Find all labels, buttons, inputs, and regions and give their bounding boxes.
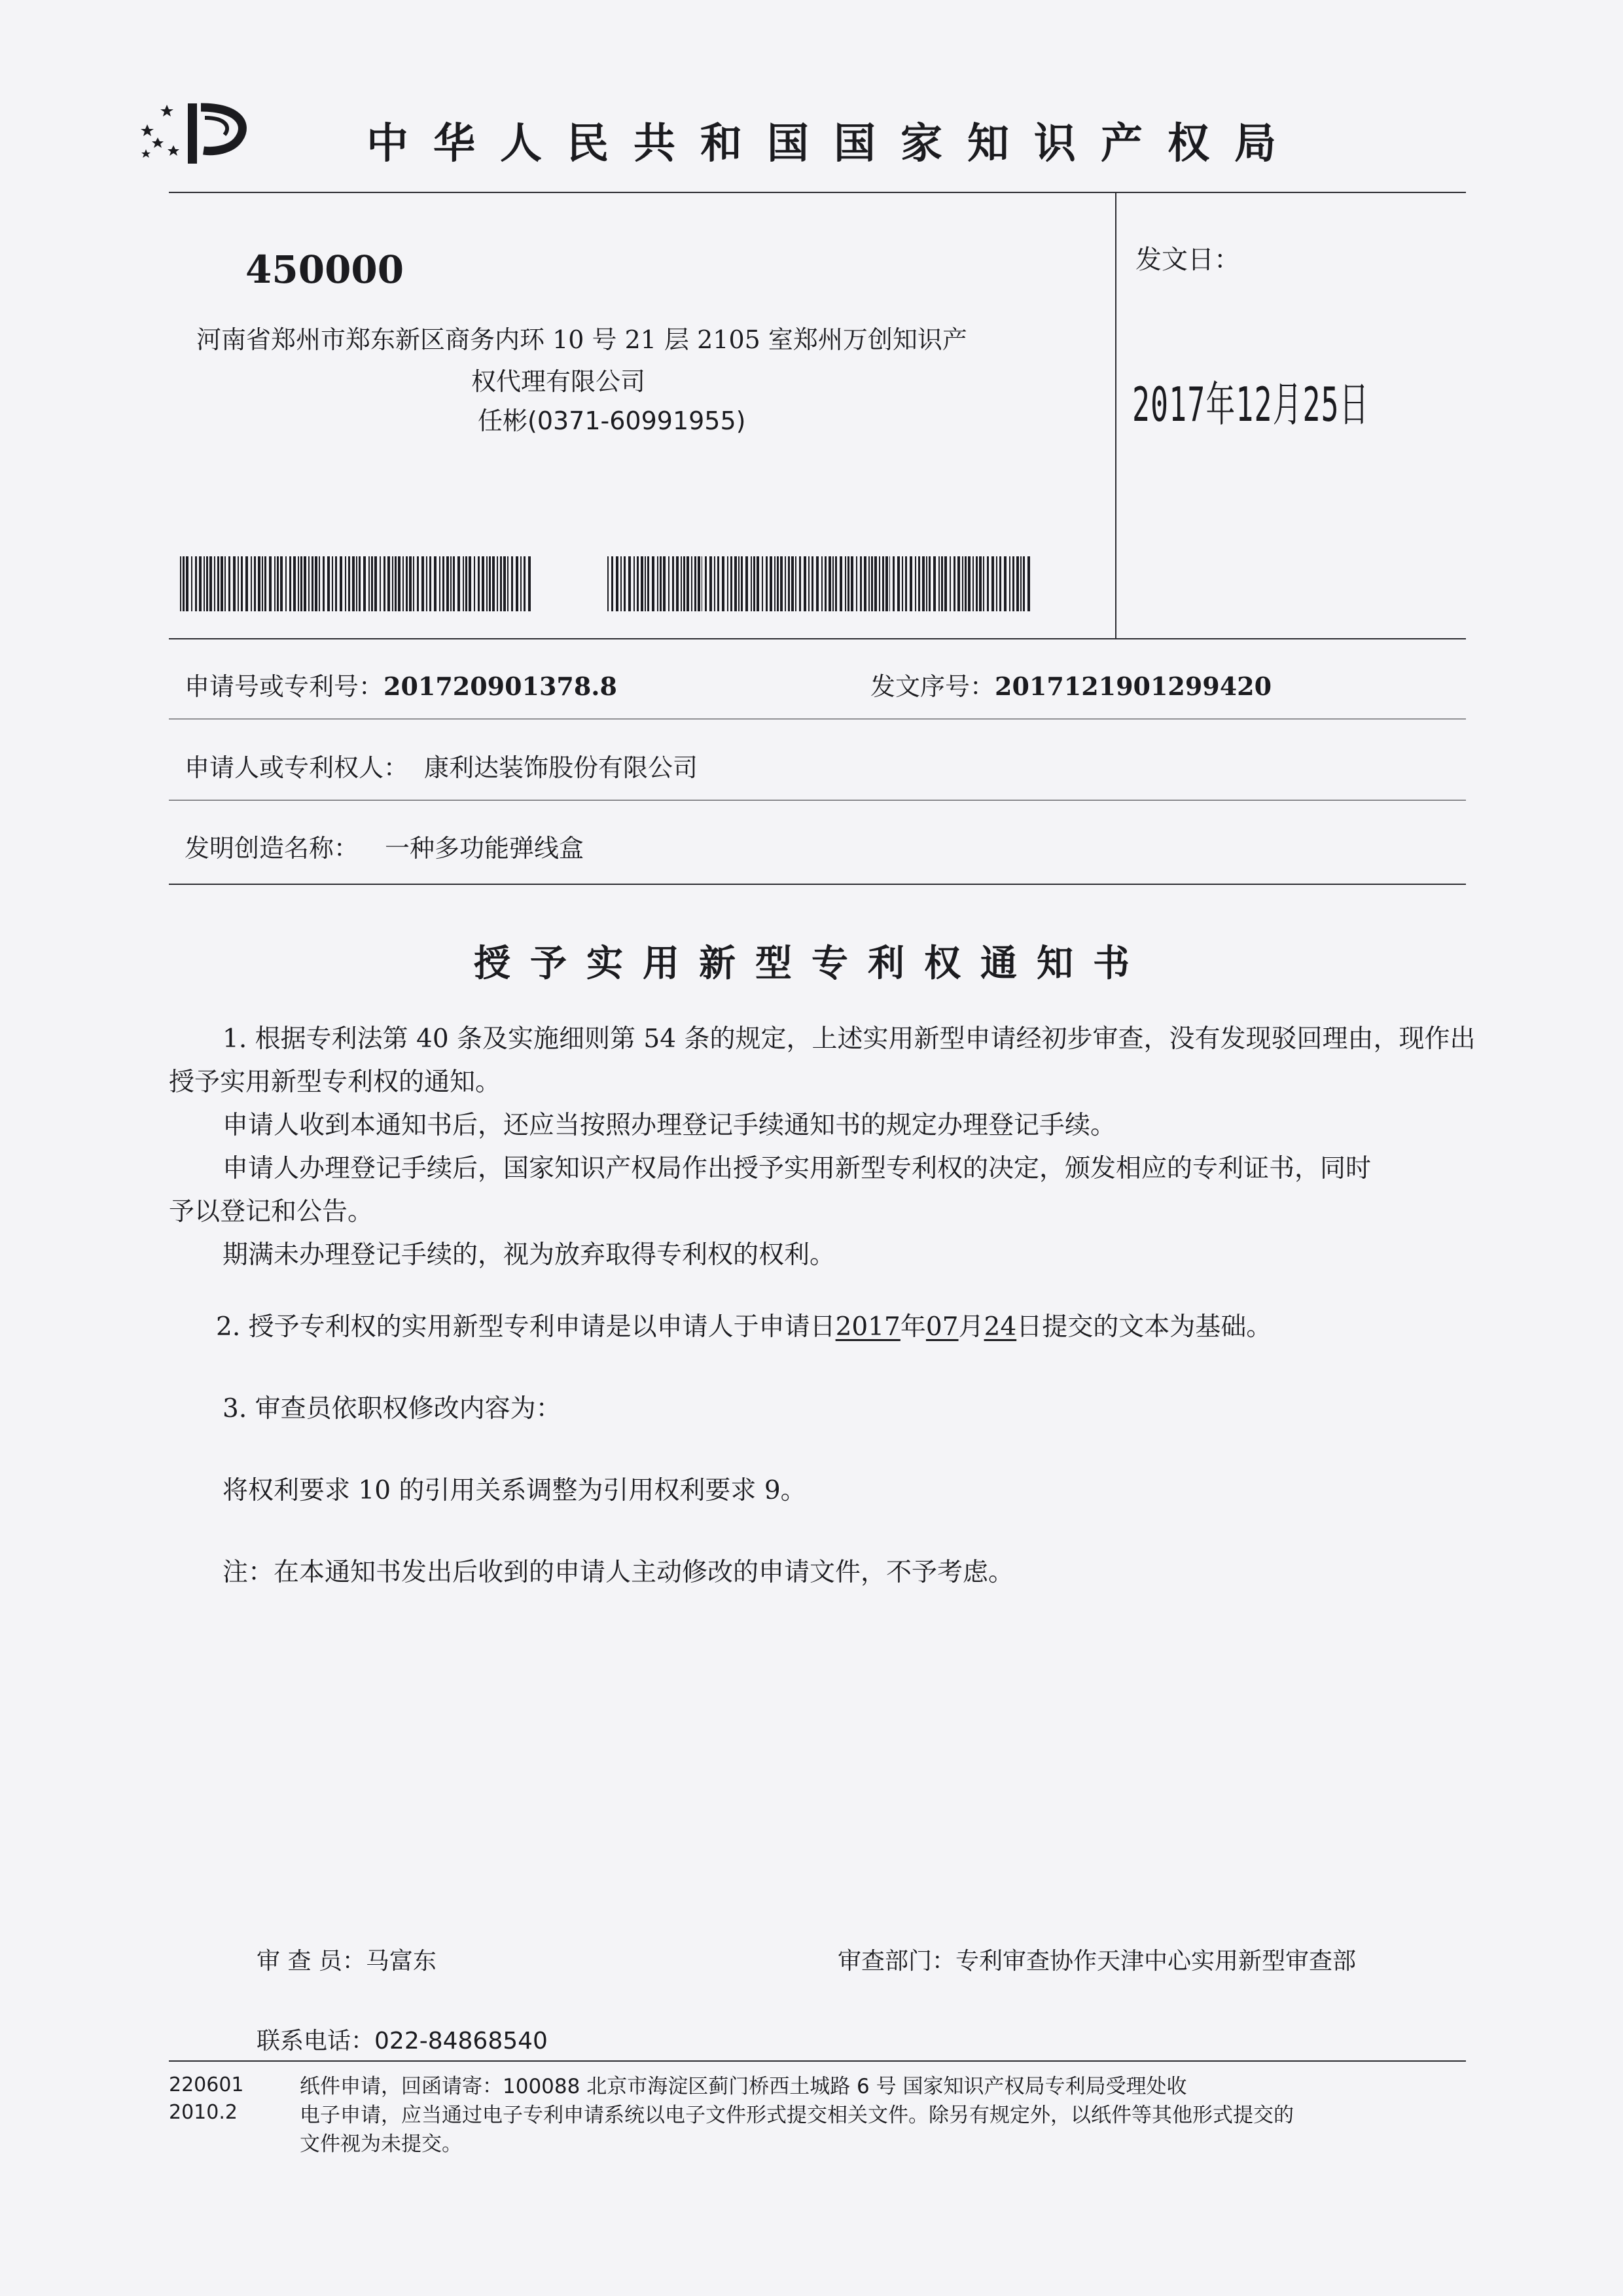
barcode-bar: [374, 556, 377, 611]
barcode-bar: [738, 556, 740, 611]
invention-name: 一种多功能弹线盒: [385, 834, 584, 863]
item-2-suffix: 日提交的文本为基础。: [1016, 1312, 1272, 1342]
paragraph-1-line-2: 授予实用新型专利权的通知。: [169, 1067, 501, 1097]
barcode-bar: [657, 556, 658, 611]
barcode-bar: [897, 556, 900, 611]
barcode-bar: [620, 556, 622, 611]
barcode-bar: [722, 556, 724, 611]
barcode-bar: [439, 556, 440, 611]
item-3: 3. 审查员依职权修改内容为：: [223, 1394, 562, 1424]
barcode-bar: [457, 556, 460, 611]
barcode-bar: [902, 556, 903, 611]
applicant-row: [185, 747, 698, 783]
barcode-bar: [209, 556, 212, 611]
barcode-bar: [762, 556, 763, 611]
barcode-bar: [319, 556, 320, 611]
date-column-divider: [1115, 192, 1116, 639]
barcode-bar: [327, 556, 330, 611]
barcode-bar: [421, 556, 424, 611]
barcode-bar: [812, 556, 813, 611]
footer-divider: [169, 2060, 1466, 2062]
barcode-bar: [289, 556, 291, 611]
barcode-bar: [780, 556, 783, 611]
item-2-prefix: 2. 授予专利权的实用新型专利申请是以申请人于申请日: [216, 1312, 836, 1342]
barcode-bar: [926, 556, 927, 611]
barcode-bar: [308, 556, 310, 611]
barcode-bar: [245, 556, 248, 611]
invention-label: 发明创造名称：: [185, 834, 359, 863]
barcode-bar: [868, 556, 870, 611]
barcode-bar: [933, 556, 936, 611]
footer-line-1: 纸件申请，回函请寄：100088 北京市海淀区蓟门桥西土城路 6 号 国家知识产权局专利局受理处收: [300, 2075, 1187, 2098]
barcode-bar: [332, 556, 333, 611]
barcode-bar: [520, 556, 522, 611]
amendment-text: 将权利要求 10 的引用关系调整为引用权利要求 9。: [223, 1476, 806, 1505]
barcode-bar: [864, 556, 866, 611]
barcode-bar: [972, 556, 974, 611]
barcode-bar: [465, 556, 467, 611]
application-number: 201720901378.8: [383, 672, 617, 701]
barcode-bar: [804, 556, 806, 611]
recipient-contact: 任彬(0371-60991955): [478, 406, 746, 435]
barcode-bar: [832, 556, 834, 611]
applicant-label: 申请人或专利权人：: [185, 753, 409, 782]
barcode-bar: [323, 556, 325, 611]
barcode-bar: [652, 556, 654, 611]
barcode-bar: [698, 556, 700, 611]
footer-line-2: 电子申请，应当通过电子专利申请系统以电子文件形式提交相关文件。除另有规定外，以纸件等其他形式提交的: [300, 2104, 1294, 2127]
barcode-right: [607, 556, 1033, 611]
barcode-bar: [221, 556, 223, 611]
barcode-bar: [217, 556, 219, 611]
barcode-bar: [885, 556, 888, 611]
barcode-bar: [633, 556, 635, 611]
barcode-bar: [702, 556, 703, 611]
invention-row: [185, 828, 584, 864]
footer-line-3: 文件视为未提交。: [300, 2132, 462, 2156]
barcode-bar: [406, 556, 408, 611]
barcode-bar: [999, 556, 1001, 611]
barcode-bar: [497, 556, 498, 611]
barcode-bar: [224, 556, 226, 611]
barcode-bar: [954, 556, 955, 611]
barcode-bar: [1004, 556, 1007, 611]
barcode-bar: [312, 556, 313, 611]
barcode-bar: [528, 556, 531, 611]
barcode-bar: [757, 556, 759, 611]
barcode-bar: [668, 556, 669, 611]
barcode-bar: [816, 556, 819, 611]
barcode-bar: [910, 556, 912, 611]
phone-label: 联系电话：: [257, 2028, 375, 2054]
barcode-bar: [874, 556, 877, 611]
barcode-bar: [714, 556, 715, 611]
barcode-bar: [976, 556, 978, 611]
barcode-bar: [363, 556, 366, 611]
examiner-row: [257, 1943, 437, 1976]
barcode-bar: [851, 556, 853, 611]
barcode-bar: [929, 556, 931, 611]
barcode-bar: [383, 556, 385, 611]
note-text: 注：在本通知书发出后收到的申请人主动修改的申请文件，不予考虑。: [223, 1558, 1014, 1587]
barcode-bar: [199, 556, 202, 611]
barcode-bar: [788, 556, 790, 611]
barcode-bar: [918, 556, 920, 611]
barcode-bar: [645, 556, 646, 611]
barcode-bar: [206, 556, 208, 611]
year-unit: 年: [900, 1312, 926, 1342]
barcode-bar: [647, 556, 649, 611]
paragraph-4: 期满未办理登记手续的，视为放弃取得专利权的权利。: [223, 1240, 836, 1270]
barcode-bar: [808, 556, 810, 611]
barcode-bar: [968, 556, 971, 611]
dispatch-date-stamp: 2017年12月25日: [1132, 377, 1370, 432]
item-2: [216, 1306, 1272, 1349]
barcode-bar: [183, 556, 185, 611]
barcode-bar: [392, 556, 393, 611]
barcode-bar: [821, 556, 823, 611]
barcode-bar: [882, 556, 884, 611]
barcode-bar: [983, 556, 984, 611]
barcode-bar: [663, 556, 666, 611]
barcode-bar: [694, 556, 696, 611]
barcode-bar: [1016, 556, 1019, 611]
form-code: 220601: [169, 2073, 244, 2096]
paragraph-1-line-1: 1. 根据专利法第 40 条及实施细则第 54 条的规定，上述实用新型申请经初步审查，没有发现驳回理由，现作出: [223, 1024, 1476, 1054]
barcode-bar: [965, 556, 967, 611]
barcode-bar: [511, 556, 513, 611]
barcode-bar: [730, 556, 732, 611]
barcode-bar: [624, 556, 626, 611]
paragraph-2: 申请人收到本通知书后，还应当按照办理登记手续通知书的规定办理登记手续。: [223, 1111, 1116, 1140]
barcode-bar: [856, 556, 857, 611]
postal-code: 450000: [245, 247, 404, 292]
barcode-bar: [847, 556, 849, 611]
barcode-bar: [204, 556, 205, 611]
barcode-bar: [262, 556, 263, 611]
barcode-bar: [774, 556, 776, 611]
barcode-bar: [426, 556, 427, 611]
barcode-bar: [683, 556, 685, 611]
barcode-bar: [950, 556, 951, 611]
barcode-bar: [395, 556, 397, 611]
address-line-2: 权代理有限公司: [471, 367, 646, 396]
barcode-bar: [453, 556, 455, 611]
barcode-bar: [905, 556, 907, 611]
barcode-bar: [413, 556, 414, 611]
barcode-bar: [300, 556, 302, 611]
application-number-label: 申请号或专利号：: [185, 672, 384, 701]
barcode-bar: [676, 556, 679, 611]
barcode-bar: [368, 556, 370, 611]
barcode-bar: [254, 556, 256, 611]
barcode-bar: [238, 556, 239, 611]
barcode-bar: [845, 556, 846, 611]
barcode-bar: [233, 556, 236, 611]
barcode-bar: [251, 556, 252, 611]
barcode-bar: [915, 556, 916, 611]
barcode-bar: [274, 556, 276, 611]
phone-number: 022-84868540: [374, 2028, 548, 2054]
barcode-bar: [799, 556, 801, 611]
barcode-bar: [417, 556, 419, 611]
barcode-bar: [446, 556, 449, 611]
barcode-bar: [482, 556, 484, 611]
barcode-bar: [463, 556, 464, 611]
barcode-bar: [269, 556, 272, 611]
barcode-bar: [691, 556, 692, 611]
barcode-bar: [371, 556, 373, 611]
barcode-bar: [840, 556, 842, 611]
barcode-bar: [785, 556, 786, 611]
barcode-bar: [380, 556, 381, 611]
barcode-bar: [398, 556, 401, 611]
barcode-bar: [434, 556, 437, 611]
barcode-bar: [825, 556, 827, 611]
barcode-bar: [258, 556, 260, 611]
barcode-bar: [450, 556, 452, 611]
barcode-bar: [195, 556, 197, 611]
barcode-bar: [507, 556, 508, 611]
barcode-bar: [791, 556, 794, 611]
barcode-bar: [285, 556, 287, 611]
barcode-bar: [489, 556, 491, 611]
barcode-bar: [241, 556, 243, 611]
barcode-bar: [516, 556, 518, 611]
barcode-bar: [922, 556, 925, 611]
barcode-bar: [228, 556, 230, 611]
barcode-bar: [996, 556, 997, 611]
row-divider: [169, 884, 1466, 885]
cnipa-emblem-icon: [141, 98, 259, 170]
paragraph-3-line-1: 申请人办理登记手续后，国家知识产权局作出授予实用新型专利权的决定，颁发相应的专利证书，同时: [223, 1154, 1372, 1183]
filing-month: 07: [925, 1312, 959, 1342]
barcode-bar: [957, 556, 960, 611]
barcode-bar: [402, 556, 404, 611]
barcode-bar: [1009, 556, 1010, 611]
barcode-bar: [214, 556, 215, 611]
examiner-name: 马富东: [365, 1948, 437, 1975]
barcode-bar: [264, 556, 266, 611]
serial-number-row: [870, 666, 1272, 702]
barcode-bar: [734, 556, 737, 611]
header-divider: [169, 192, 1466, 193]
barcode-bar: [469, 556, 471, 611]
paragraph-3-line-2: 予以登记和公告。: [169, 1197, 374, 1227]
barcode-bar: [611, 556, 613, 611]
barcode-bar: [860, 556, 862, 611]
phone-row: [257, 2022, 548, 2056]
barcode-bar: [442, 556, 444, 611]
barcode-bar: [1027, 556, 1030, 611]
barcode-bar: [962, 556, 963, 611]
barcode-bar: [1020, 556, 1022, 611]
barcode-bar: [889, 556, 891, 611]
barcode-bar: [180, 556, 181, 611]
barcode-bar: [717, 556, 719, 611]
month-unit: 月: [958, 1312, 984, 1342]
barcode-bar: [938, 556, 940, 611]
barcode-bar: [293, 556, 296, 611]
barcode-bar: [1023, 556, 1025, 611]
barcode-bar: [660, 556, 662, 611]
barcode-bar: [345, 556, 346, 611]
barcode-bar: [478, 556, 480, 611]
barcode-bar: [672, 556, 674, 611]
barcode-bar: [474, 556, 475, 611]
barcode-bar: [524, 556, 526, 611]
form-version: 2010.2: [169, 2101, 238, 2124]
examiner-label: 审 查 员：: [257, 1948, 366, 1975]
department-name: 专利审查协作天津中心实用新型审查部: [955, 1948, 1357, 1975]
barcode-bar: [727, 556, 728, 611]
barcode-bar: [340, 556, 342, 611]
barcode-bar: [979, 556, 982, 611]
barcode-bar: [893, 556, 895, 611]
barcode-bar: [277, 556, 279, 611]
barcode-left: [180, 556, 533, 611]
barcode-bar: [335, 556, 337, 611]
barcode-bar: [503, 556, 506, 611]
office-title: 中华人民共和国国家知识产权局: [366, 119, 1301, 168]
barcode-bar: [492, 556, 495, 611]
barcode-bar: [186, 556, 188, 611]
application-number-row: [185, 666, 617, 702]
barcode-bar: [705, 556, 707, 611]
barcode-bar: [628, 556, 631, 611]
serial-number-label: 发文序号：: [870, 672, 995, 701]
serial-number: 2017121901299420: [995, 672, 1272, 701]
department-row: [838, 1943, 1356, 1976]
barcode-bar: [944, 556, 947, 611]
barcode-bar: [1012, 556, 1014, 611]
barcode-bar: [486, 556, 488, 611]
barcode-bar: [871, 556, 873, 611]
barcode-bar: [681, 556, 682, 611]
barcode-bar: [709, 556, 712, 611]
barcode-bar: [879, 556, 880, 611]
barcode-bar: [687, 556, 689, 611]
address-block-bottom: [169, 638, 1466, 639]
barcode-bar: [741, 556, 743, 611]
barcode-bar: [770, 556, 772, 611]
dispatch-date-label: 发文日：: [1135, 245, 1240, 275]
barcode-bar: [991, 556, 994, 611]
barcode-bar: [356, 556, 357, 611]
filing-year: 2017: [835, 1312, 901, 1342]
barcode-bar: [315, 556, 317, 611]
barcode-bar: [616, 556, 618, 611]
barcode-bar: [751, 556, 752, 611]
barcode-bar: [987, 556, 989, 611]
department-label: 审查部门：: [838, 1948, 956, 1975]
barcode-bar: [777, 556, 779, 611]
barcode-bar: [607, 556, 609, 611]
barcode-bar: [941, 556, 943, 611]
barcode-bar: [745, 556, 748, 611]
barcode-bar: [409, 556, 412, 611]
barcode-bar: [641, 556, 643, 611]
barcode-bar: [352, 556, 355, 611]
barcode-bar: [280, 556, 283, 611]
filing-day: 24: [984, 1312, 1017, 1342]
barcode-bar: [795, 556, 796, 611]
barcode-bar: [359, 556, 361, 611]
barcode-bar: [637, 556, 639, 611]
barcode-bar: [835, 556, 837, 611]
barcode-bar: [829, 556, 831, 611]
address-line-1: 河南省郑州市郑东新区商务内环 10 号 21 层 2105 室郑州万创知识产: [196, 325, 967, 354]
barcode-bar: [348, 556, 350, 611]
barcode-bar: [304, 556, 306, 611]
barcode-bar: [753, 556, 755, 611]
barcode-bar: [429, 556, 431, 611]
barcode-bar: [766, 556, 768, 611]
barcode-bar: [500, 556, 502, 611]
barcode-bar: [298, 556, 299, 611]
applicant-name: 康利达装饰股份有限公司: [424, 753, 698, 782]
barcode-bar: [191, 556, 192, 611]
barcode-bar: [387, 556, 390, 611]
notice-title: 授予实用新型专利权通知书: [474, 942, 1149, 985]
